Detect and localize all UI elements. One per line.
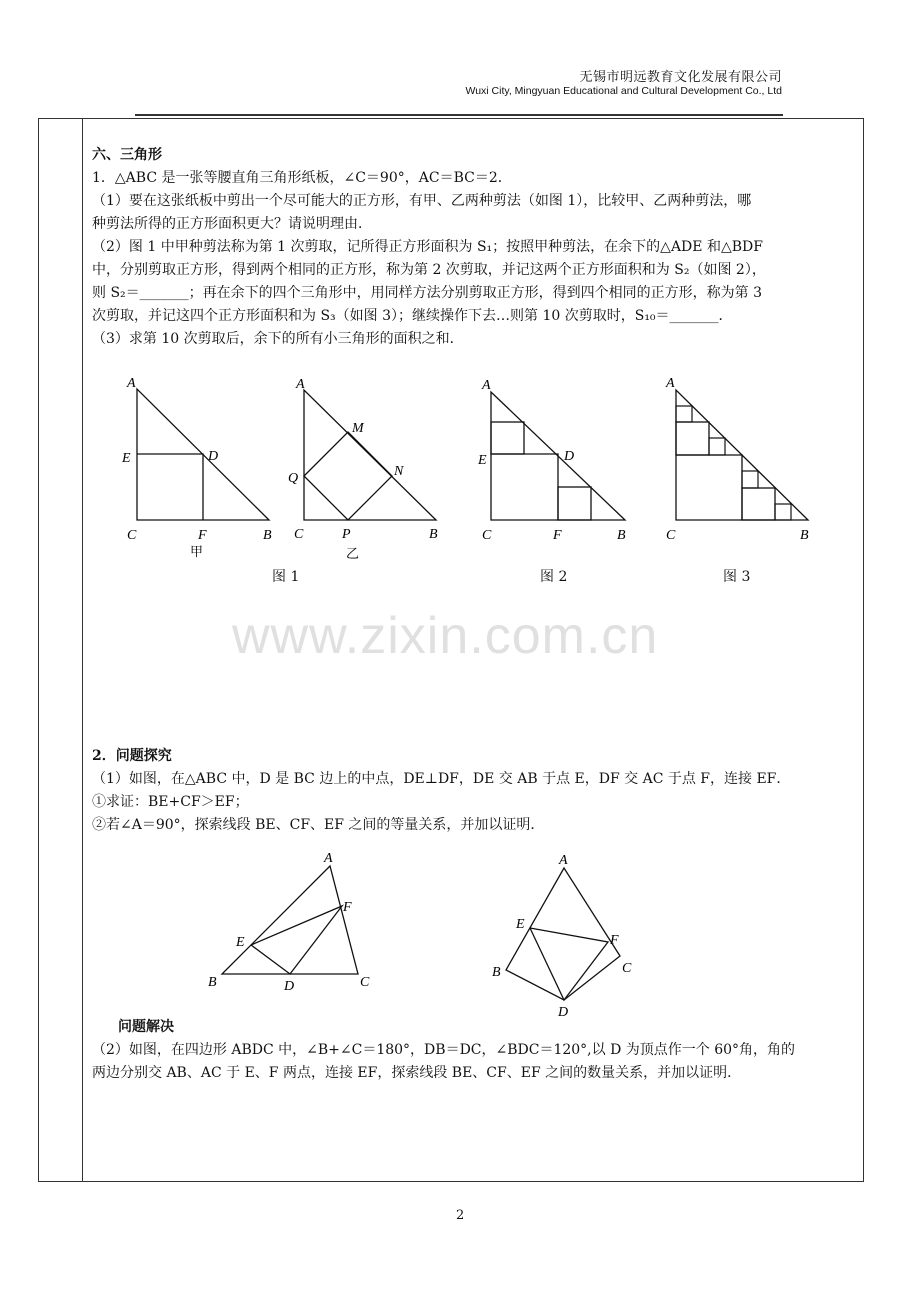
figure-3 — [658, 372, 818, 552]
label-B: B — [208, 975, 217, 990]
subsection-title: 问题解决 — [118, 1019, 174, 1035]
problem-line: 中，分别剪取正方形，得到两个相同的正方形，称为第 2 次剪取，并记这两个正方形面积和为 S₂（如图 2）， — [92, 262, 766, 278]
caption-fig2: 图 2 — [540, 569, 568, 585]
label-F: F — [198, 528, 207, 543]
section-title: 2．问题探究 — [92, 748, 172, 764]
caption-fig3: 图 3 — [723, 569, 751, 585]
figure-yi — [284, 372, 454, 572]
problem-line: 种剪法所得的正方形面积更大？请说明理由． — [92, 216, 372, 232]
label-B: B — [492, 965, 501, 980]
caption-fig1: 图 1 — [272, 569, 300, 585]
label-C: C — [622, 961, 632, 976]
company-name-en: Wuxi City, Mingyuan Educational and Cultural Development Co., Ltd — [465, 85, 782, 97]
label-B: B — [617, 528, 626, 543]
figure-2 — [474, 372, 634, 552]
label-F: F — [343, 900, 352, 915]
label-A: A — [559, 853, 568, 868]
section2-part2 — [92, 1016, 858, 1085]
section1-text — [92, 144, 858, 351]
label-B: B — [800, 528, 809, 543]
label-D: D — [284, 979, 295, 994]
figure-jia — [118, 372, 278, 562]
label-E: E — [236, 935, 245, 950]
label-A: A — [127, 376, 136, 391]
label-C: C — [294, 527, 304, 542]
label-D: D — [558, 1005, 569, 1020]
label-B: B — [429, 527, 438, 542]
label-A: A — [296, 377, 305, 392]
problem-line: 次剪取，并记这四个正方形面积和为 S₃（如图 3）；继续操作下去…则第 10 次剪取时，S₁₀＝_______． — [92, 308, 733, 324]
label-C: C — [482, 528, 492, 543]
label-F: F — [553, 528, 562, 543]
label-E: E — [478, 453, 487, 468]
problem-line: （1）如图，在△ABC 中，D 是 BC 边上的中点，DE⊥DF，DE 交 AB 于点 E，DF 交 AC 于点 F，连接 EF． — [92, 771, 791, 787]
label-B: B — [263, 528, 272, 543]
label-jia: 甲 — [190, 544, 204, 559]
problem-line: 则 S₂＝_______；再在余下的四个三角形中，用同样方法分别剪取正方形，得到四个相同的正方形，称为第 3 — [92, 285, 763, 301]
label-A: A — [482, 378, 491, 393]
label-C: C — [360, 975, 370, 990]
label-A: A — [324, 851, 333, 866]
label-D: D — [208, 449, 219, 464]
problem-line: （2）如图，在四边形 ABDC 中，∠B+∠C＝180°，DB＝DC，∠BDC＝120°,以 D 为顶点作一个 60°角，角的 — [92, 1042, 796, 1058]
problem-line: 1．△ABC 是一张等腰直角三角形纸板，∠C＝90°，AC＝BC＝2． — [92, 170, 512, 186]
label-yi: 乙 — [346, 546, 360, 561]
problem-line: 两边分别交 AB、AC 于 E、F 两点，连接 EF，探索线段 BE、CF、EF 之间的数量关系，并加以证明． — [92, 1065, 742, 1081]
watermark: www.zixin.com.cn — [232, 607, 659, 665]
header-divider — [135, 114, 783, 116]
label-N: N — [394, 464, 404, 479]
label-F: F — [610, 933, 619, 948]
label-E: E — [122, 451, 131, 466]
frame-left-column-divider — [82, 118, 83, 1182]
figure-4 — [200, 846, 390, 996]
problem-line: ②若∠A＝90°，探索线段 BE、CF、EF 之间的等量关系，并加以证明． — [92, 817, 545, 833]
label-Q: Q — [288, 471, 299, 486]
company-name-cn: 无锡市明远教育文化发展有限公司 — [579, 70, 782, 85]
label-C: C — [666, 528, 676, 543]
label-P: P — [342, 527, 351, 542]
problem-line: （1）要在这张纸板中剪出一个尽可能大的正方形，有甲、乙两种剪法（如图 1），比较甲、乙两种剪法，哪 — [92, 193, 752, 209]
label-D: D — [564, 449, 575, 464]
label-E: E — [516, 917, 525, 932]
figure-5 — [484, 846, 644, 1022]
problem-line: ①求证：BE+CF＞EF； — [92, 794, 249, 810]
label-C: C — [127, 528, 137, 543]
label-M: M — [352, 421, 364, 436]
page-number: 2 — [456, 1208, 465, 1223]
problem-line: （2）图 1 中甲种剪法称为第 1 次剪取，记所得正方形面积为 S₁；按照甲种剪法，在余下的△ADE 和△BDF — [92, 239, 763, 255]
section-title: 六、三角形 — [92, 147, 162, 163]
label-A: A — [666, 376, 675, 391]
problem-line: （3）求第 10 次剪取后，余下的所有小三角形的面积之和． — [92, 331, 464, 347]
section2-text — [92, 745, 858, 837]
